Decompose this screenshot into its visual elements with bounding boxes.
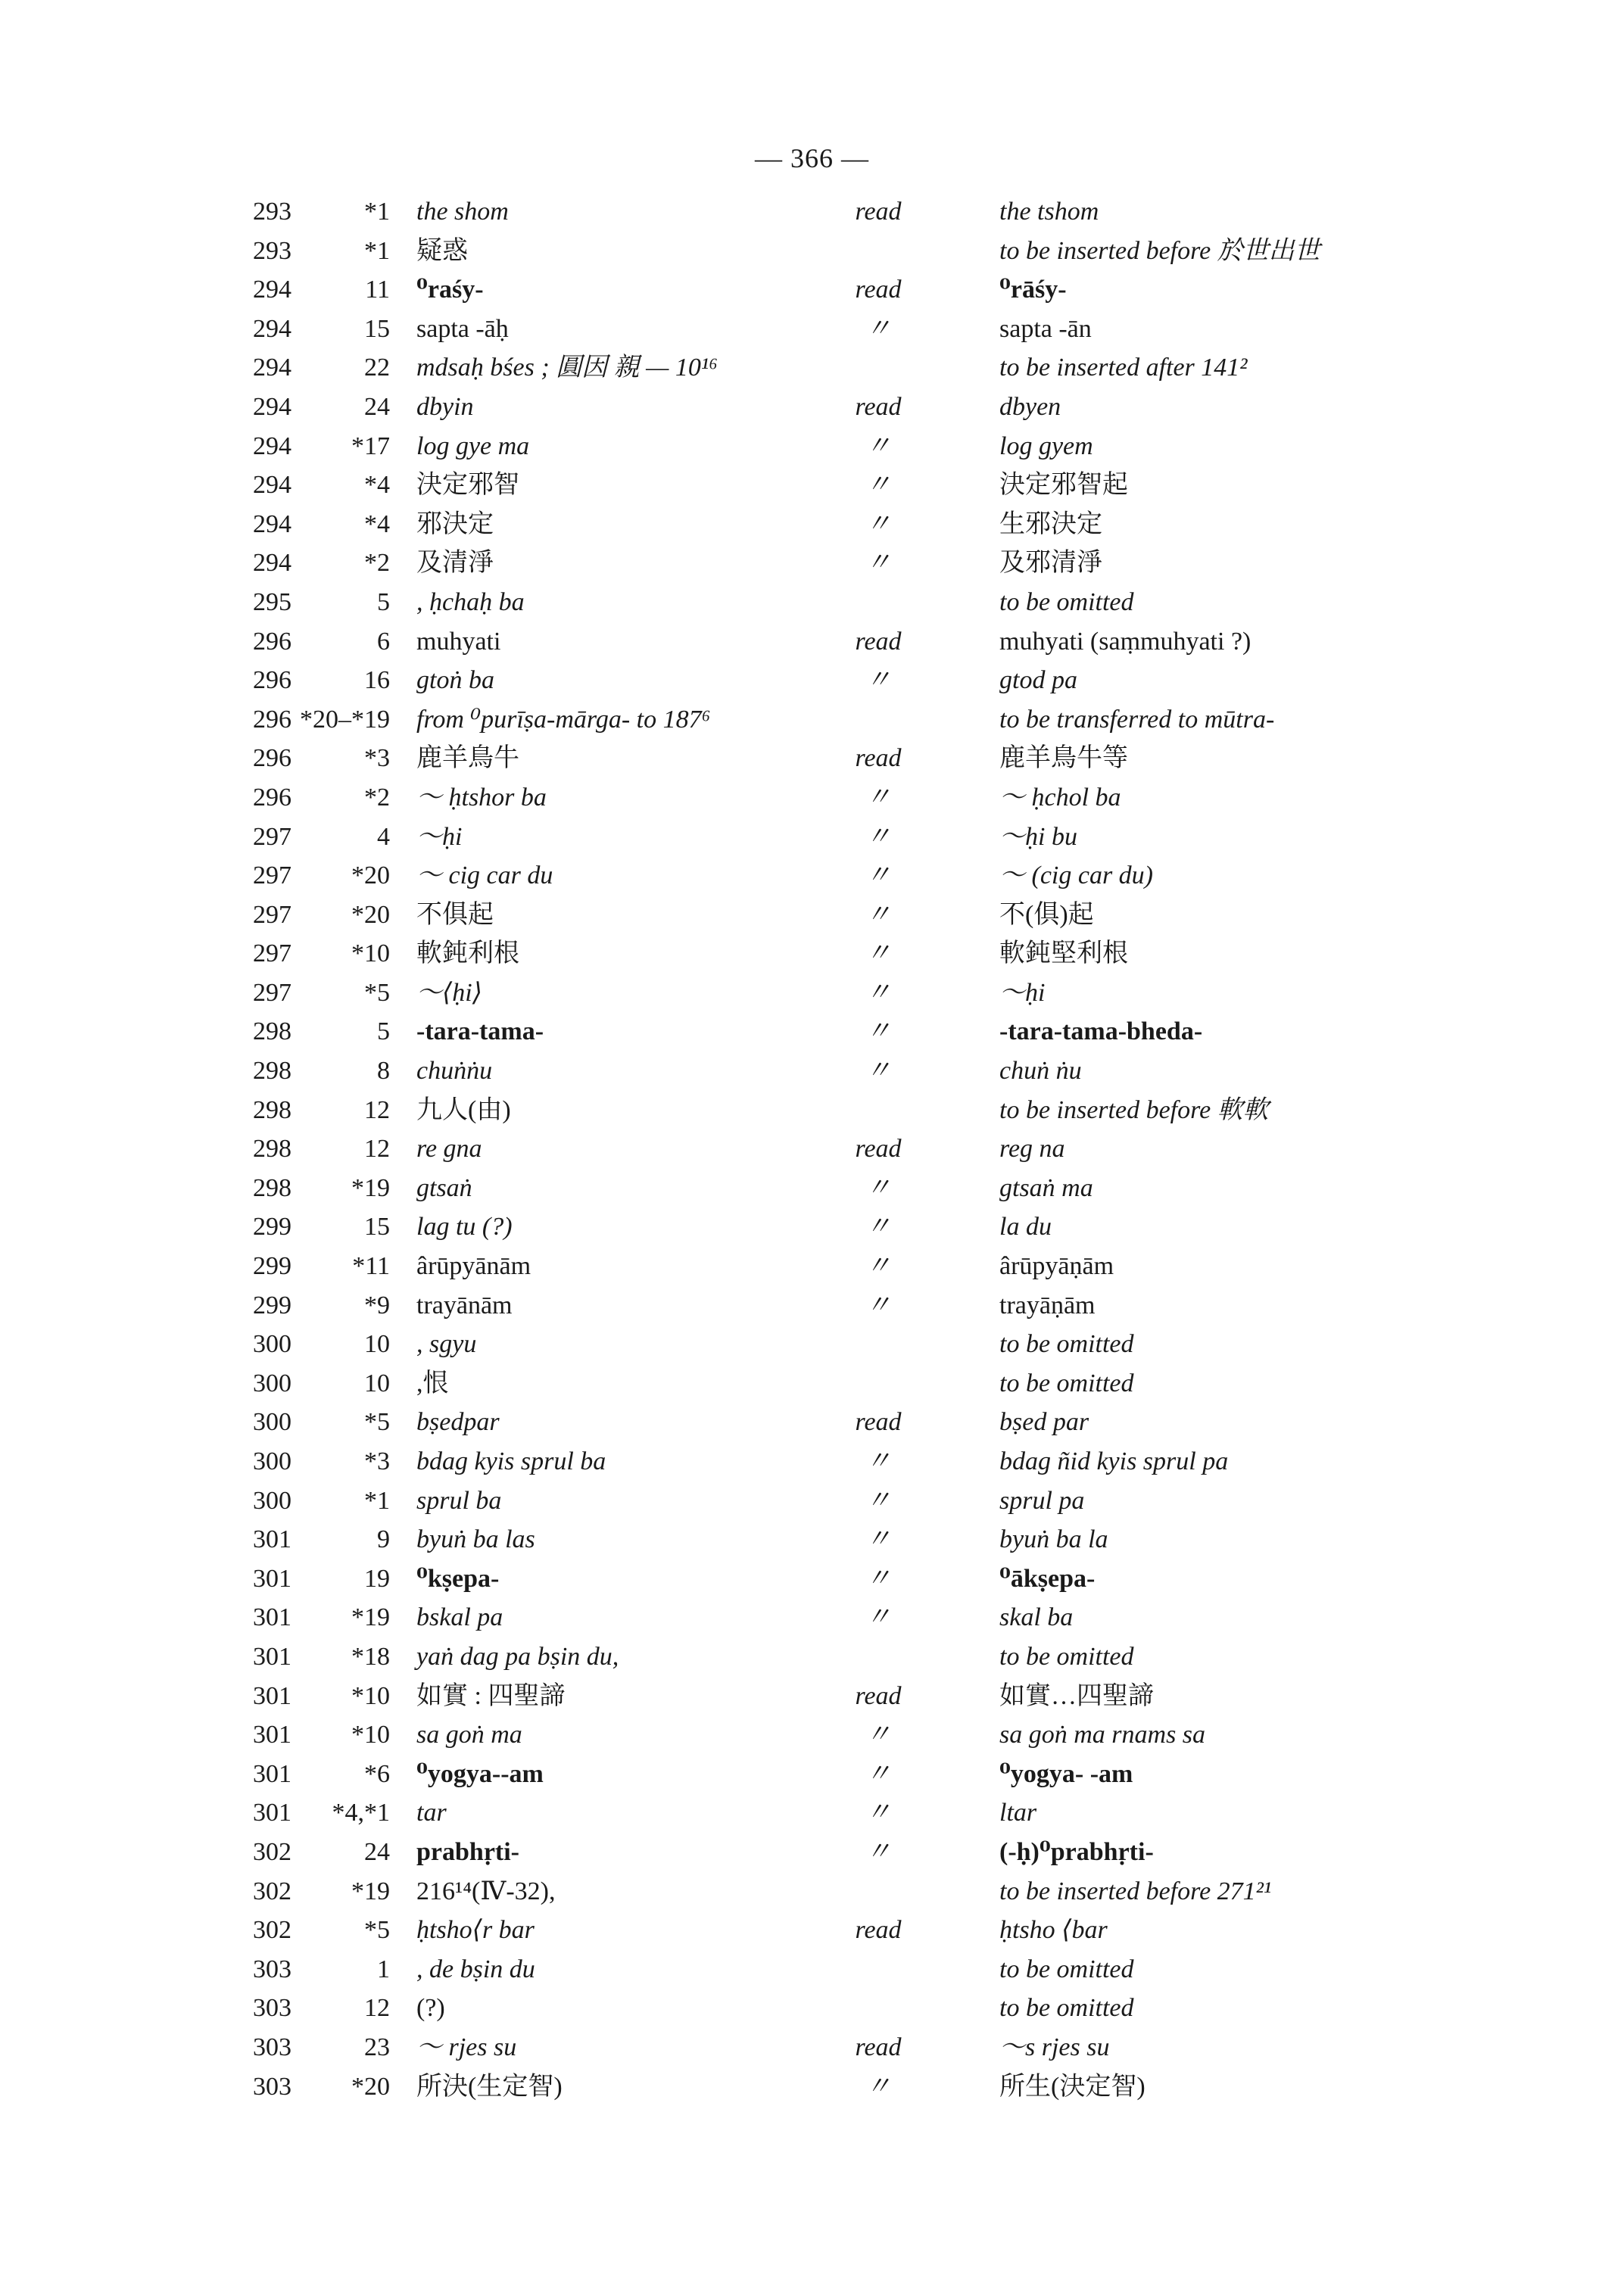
- line-cell: *19: [351, 1603, 390, 1632]
- erroneous-text: ～ ḥtshor ba: [416, 783, 547, 812]
- erroneous-text: , sgyu: [416, 1330, 477, 1359]
- read-mark: read: [855, 276, 902, 304]
- read-mark: read: [855, 2033, 902, 2061]
- erroneous-text: 邪決定: [416, 509, 494, 538]
- erroneous-text: dbyin: [416, 392, 474, 421]
- errata-row: [227, 1442, 1476, 1481]
- errata-row: [227, 1989, 1476, 2028]
- errata-row: [227, 1169, 1476, 1208]
- page-cell: 297: [253, 822, 291, 851]
- read-mark: read: [855, 392, 902, 421]
- erroneous-text: 軟鈍利根: [416, 939, 519, 968]
- errata-row: [227, 1364, 1476, 1404]
- errata-row: [227, 583, 1476, 622]
- corrected-text: to be omitted: [999, 1994, 1134, 2023]
- erroneous-text: sprul ba: [416, 1486, 502, 1515]
- erroneous-text: 九人(由): [416, 1095, 511, 1124]
- read-mark: 〃: [865, 1525, 891, 1554]
- corrected-text: ～ (cig car du): [999, 861, 1154, 890]
- errata-row: [227, 1051, 1476, 1091]
- erroneous-text: ⁰raśy-: [416, 276, 484, 304]
- corrected-text: sa goṅ ma rnams sa: [999, 1721, 1206, 1749]
- read-mark: 〃: [865, 1017, 891, 1046]
- corrected-text: ～ḥi: [999, 978, 1046, 1007]
- errata-row: [227, 466, 1476, 505]
- read-mark: 〃: [865, 1447, 891, 1475]
- page-cell: 303: [253, 2072, 291, 2101]
- line-cell: 22: [364, 354, 390, 382]
- line-cell: 24: [364, 392, 390, 421]
- errata-row: [227, 818, 1476, 857]
- errata-row: [227, 974, 1476, 1013]
- erroneous-text: bṣedpar: [416, 1408, 500, 1437]
- errata-row: [227, 348, 1476, 388]
- erroneous-text: tar: [416, 1799, 447, 1827]
- corrected-text: gtsaṅ ma: [999, 1173, 1093, 1202]
- corrected-text: to be omitted: [999, 1330, 1134, 1359]
- page-cell: 301: [253, 1759, 291, 1788]
- erroneous-text: re gna: [416, 1135, 482, 1164]
- page-cell: 297: [253, 900, 291, 929]
- errata-table: [227, 192, 1476, 2106]
- line-cell: *5: [364, 978, 390, 1007]
- page-cell: 296: [253, 705, 291, 734]
- errata-row: [227, 1520, 1476, 1559]
- corrected-text: gtod pa: [999, 666, 1077, 695]
- errata-row: [227, 310, 1476, 349]
- page-cell: 299: [253, 1213, 291, 1242]
- corrected-text: muhyati (saṃmuhyati ?): [999, 627, 1252, 656]
- page-cell: 296: [253, 744, 291, 773]
- errata-row: [227, 1403, 1476, 1442]
- corrected-text: 決定邪智起: [999, 471, 1128, 500]
- corrected-text: the tshom: [999, 198, 1099, 226]
- errata-row: [227, 739, 1476, 778]
- errata-row: [227, 1207, 1476, 1247]
- erroneous-text: 疑惑: [416, 236, 468, 265]
- errata-row: [227, 1012, 1476, 1051]
- erroneous-text: ～⟨ḥi⟩: [416, 978, 482, 1007]
- corrected-text: ⁰rāśy-: [999, 276, 1067, 304]
- read-mark: 〃: [865, 1486, 891, 1515]
- line-cell: 12: [364, 1095, 390, 1124]
- read-mark: 〃: [865, 1603, 891, 1632]
- page-cell: 300: [253, 1486, 291, 1515]
- line-cell: 10: [364, 1369, 390, 1397]
- page-cell: 302: [253, 1877, 291, 1905]
- line-cell: *6: [364, 1759, 390, 1788]
- page-cell: 297: [253, 939, 291, 968]
- corrected-text: to be transferred to mūtra-: [999, 705, 1275, 734]
- page-cell: 293: [253, 236, 291, 265]
- corrected-text: skal ba: [999, 1603, 1074, 1632]
- corrected-text: to be inserted before 軟軟: [999, 1095, 1269, 1124]
- erroneous-text: 216¹⁴(Ⅳ-32),: [416, 1877, 556, 1905]
- corrected-text: to be omitted: [999, 1955, 1134, 1983]
- errata-row: [227, 270, 1476, 310]
- line-cell: 16: [364, 666, 390, 695]
- page-cell: 294: [253, 549, 291, 578]
- corrected-text: ḥtsho ⟨bar: [999, 1916, 1108, 1945]
- read-mark: 〃: [865, 509, 891, 538]
- read-mark: read: [855, 1916, 902, 1945]
- read-mark: read: [855, 627, 902, 656]
- errata-row: [227, 505, 1476, 544]
- errata-row: [227, 544, 1476, 583]
- erroneous-text: ârūpyānām: [416, 1252, 531, 1281]
- corrected-text: to be omitted: [999, 1642, 1134, 1671]
- line-cell: *19: [351, 1173, 390, 1202]
- errata-row: [227, 1950, 1476, 1989]
- read-mark: read: [855, 1681, 902, 1710]
- page-cell: 296: [253, 783, 291, 812]
- errata-row: [227, 1793, 1476, 1833]
- page-cell: 303: [253, 1955, 291, 1983]
- corrected-text: log gyem: [999, 431, 1093, 460]
- line-cell: *9: [364, 1291, 390, 1319]
- page-cell: 301: [253, 1799, 291, 1827]
- corrected-text: ～ḥi bu: [999, 822, 1077, 851]
- line-cell: *10: [351, 1721, 390, 1749]
- corrected-text: to be inserted before 271²¹: [999, 1877, 1272, 1905]
- erroneous-text: ～ rjes su: [416, 2033, 517, 2061]
- read-mark: 〃: [865, 1213, 891, 1242]
- page-cell: 297: [253, 978, 291, 1007]
- line-cell: *20: [351, 861, 390, 890]
- page-cell: 300: [253, 1447, 291, 1475]
- erroneous-text: 所決(生定智): [416, 2072, 563, 2101]
- read-mark: 〃: [865, 1173, 891, 1202]
- line-cell: 15: [364, 1213, 390, 1242]
- corrected-text: reg na: [999, 1135, 1065, 1164]
- errata-row: [227, 388, 1476, 427]
- line-cell: *11: [352, 1252, 390, 1281]
- errata-row: [227, 1129, 1476, 1169]
- corrected-text: 及邪清淨: [999, 549, 1102, 578]
- read-mark: 〃: [865, 549, 891, 578]
- read-mark: 〃: [865, 1721, 891, 1749]
- erroneous-text: , de bṣin du: [416, 1955, 535, 1983]
- corrected-text: to be inserted before 於世出世: [999, 236, 1320, 265]
- read-mark: 〃: [865, 314, 891, 343]
- corrected-text: sprul pa: [999, 1486, 1085, 1515]
- page-cell: 300: [253, 1330, 291, 1359]
- page-cell: 298: [253, 1095, 291, 1124]
- corrected-text: sapta -ān: [999, 314, 1092, 343]
- erroneous-text: bdag kyis sprul ba: [416, 1447, 606, 1475]
- errata-row: [227, 1833, 1476, 1872]
- erroneous-text: log gye ma: [416, 431, 530, 460]
- errata-row: [227, 1325, 1476, 1364]
- line-cell: *3: [364, 1447, 390, 1475]
- erroneous-text: trayānām: [416, 1291, 513, 1319]
- page-cell: 300: [253, 1369, 291, 1397]
- corrected-text: to be omitted: [999, 587, 1134, 616]
- page-cell: 298: [253, 1173, 291, 1202]
- line-cell: 1: [377, 1955, 390, 1983]
- corrected-text: dbyen: [999, 392, 1061, 421]
- errata-row: [227, 934, 1476, 974]
- errata-row: [227, 1559, 1476, 1599]
- page-cell: 301: [253, 1525, 291, 1554]
- corrected-text: bdag ñid kyis sprul pa: [999, 1447, 1229, 1475]
- erroneous-text: -tara-tama-: [416, 1017, 544, 1046]
- line-cell: *1: [364, 1486, 390, 1515]
- page-cell: 294: [253, 509, 291, 538]
- erroneous-text: 不俱起: [416, 900, 494, 929]
- corrected-text: 如實…四聖諦: [999, 1681, 1154, 1710]
- erroneous-text: ～ḥi: [416, 822, 463, 851]
- line-cell: *19: [351, 1877, 390, 1905]
- erroneous-text: yaṅ dag pa bṣin du,: [416, 1642, 619, 1671]
- page-cell: 297: [253, 861, 291, 890]
- page-cell: 301: [253, 1681, 291, 1710]
- read-mark: read: [855, 1135, 902, 1164]
- corrected-text: ～s rjes su: [999, 2033, 1110, 2061]
- line-cell: 15: [364, 314, 390, 343]
- page-cell: 294: [253, 276, 291, 304]
- page-cell: 295: [253, 587, 291, 616]
- read-mark: 〃: [865, 1291, 891, 1319]
- line-cell: *2: [364, 549, 390, 578]
- line-cell: 4: [377, 822, 390, 851]
- read-mark: 〃: [865, 666, 891, 695]
- page-cell: 294: [253, 314, 291, 343]
- line-cell: 10: [364, 1330, 390, 1359]
- page-cell: 302: [253, 1837, 291, 1866]
- read-mark: 〃: [865, 861, 891, 890]
- corrected-text: 生邪決定: [999, 509, 1102, 538]
- read-mark: 〃: [865, 1837, 891, 1866]
- line-cell: 19: [364, 1564, 390, 1593]
- read-mark: 〃: [865, 900, 891, 929]
- errata-row: [227, 1911, 1476, 1950]
- read-mark: 〃: [865, 822, 891, 851]
- errata-row: [227, 1677, 1476, 1716]
- errata-row: [227, 232, 1476, 271]
- line-cell: 12: [364, 1994, 390, 2023]
- line-cell: *4: [364, 509, 390, 538]
- page-cell: 294: [253, 354, 291, 382]
- page-cell: 302: [253, 1916, 291, 1945]
- read-mark: 〃: [865, 978, 891, 1007]
- page-number: — 366 —: [755, 143, 869, 173]
- line-cell: 11: [365, 276, 390, 304]
- read-mark: 〃: [865, 1799, 891, 1827]
- corrected-text: 不(俱)起: [999, 900, 1094, 929]
- errata-row: [227, 1091, 1476, 1130]
- read-mark: 〃: [865, 471, 891, 500]
- line-cell: 23: [364, 2033, 390, 2061]
- read-mark: read: [855, 1408, 902, 1437]
- corrected-text: la du: [999, 1213, 1052, 1242]
- page-cell: 296: [253, 627, 291, 656]
- erroneous-text: sapta -āḥ: [416, 314, 509, 343]
- page-cell: 296: [253, 666, 291, 695]
- erroneous-text: , ḥchaḥ ba: [416, 587, 525, 616]
- erroneous-text: mdsaḥ bśes ; 圓因 親 — 10¹⁶: [416, 354, 718, 382]
- erroneous-text: muhyati: [416, 627, 501, 656]
- read-mark: 〃: [865, 1057, 891, 1086]
- corrected-text: ârūpyāṇām: [999, 1252, 1114, 1281]
- line-cell: 8: [377, 1057, 390, 1086]
- corrected-text: ltar: [999, 1799, 1037, 1827]
- page-cell: 298: [253, 1017, 291, 1046]
- errata-row: [227, 1598, 1476, 1637]
- page-cell: 303: [253, 1994, 291, 2023]
- erroneous-text: gtsaṅ: [416, 1173, 472, 1202]
- page-cell: 294: [253, 471, 291, 500]
- read-mark: 〃: [865, 1759, 891, 1788]
- page-cell: 301: [253, 1721, 291, 1749]
- read-mark: 〃: [865, 939, 891, 968]
- erroneous-text: bskal pa: [416, 1603, 503, 1632]
- line-cell: 5: [377, 587, 390, 616]
- erroneous-text: (?): [416, 1994, 445, 2023]
- errata-row: [227, 1872, 1476, 1911]
- errata-row: [227, 778, 1476, 818]
- corrected-text: chuṅ ṅu: [999, 1057, 1082, 1086]
- page-cell: 301: [253, 1564, 291, 1593]
- line-cell: *18: [351, 1642, 390, 1671]
- errata-row: [227, 2028, 1476, 2067]
- line-cell: *20–*19: [300, 705, 390, 734]
- read-mark: 〃: [865, 1252, 891, 1281]
- page-cell: 303: [253, 2033, 291, 2061]
- read-mark: 〃: [865, 783, 891, 812]
- erroneous-text: ⁰yogya--am: [416, 1759, 544, 1788]
- errata-row: [227, 1715, 1476, 1755]
- erroneous-text: 及清淨: [416, 549, 494, 578]
- read-mark: 〃: [865, 2072, 891, 2101]
- line-cell: *1: [364, 198, 390, 226]
- page-cell: 298: [253, 1135, 291, 1164]
- erroneous-text: lag tu (?): [416, 1213, 513, 1242]
- corrected-text: byuṅ ba la: [999, 1525, 1108, 1554]
- corrected-text: 所生(決定智): [999, 2072, 1146, 2101]
- errata-row: [227, 700, 1476, 740]
- corrected-text: 鹿羊鳥牛等: [999, 744, 1128, 773]
- corrected-text: to be omitted: [999, 1369, 1134, 1397]
- line-cell: 12: [364, 1135, 390, 1164]
- erroneous-text: chuṅṅu: [416, 1057, 493, 1086]
- errata-row: [227, 2067, 1476, 2107]
- read-mark: read: [855, 198, 902, 226]
- line-cell: *10: [351, 939, 390, 968]
- read-mark: 〃: [865, 431, 891, 460]
- line-cell: 9: [377, 1525, 390, 1554]
- erroneous-text: ḥtsho⟨r bar: [416, 1916, 535, 1945]
- erroneous-text: prabhṛti-: [416, 1837, 519, 1866]
- corrected-text: -tara-tama-bheda-: [999, 1017, 1203, 1046]
- errata-row: [227, 622, 1476, 662]
- errata-row: [227, 856, 1476, 896]
- line-cell: 6: [377, 627, 390, 656]
- page-cell: 294: [253, 431, 291, 460]
- line-cell: *1: [364, 236, 390, 265]
- errata-row: [227, 1637, 1476, 1677]
- line-cell: *5: [364, 1916, 390, 1945]
- line-cell: *20: [351, 2072, 390, 2101]
- errata-row: [227, 661, 1476, 700]
- erroneous-text: 決定邪智: [416, 471, 519, 500]
- page-cell: 299: [253, 1252, 291, 1281]
- erroneous-text: from ⁰purīṣa-mārga- to 187⁶: [416, 705, 711, 734]
- line-cell: *20: [351, 900, 390, 929]
- errata-row: [227, 192, 1476, 232]
- erroneous-text: 如實 : 四聖諦: [416, 1681, 566, 1710]
- corrected-text: ⁰ākṣepa-: [999, 1564, 1096, 1593]
- read-mark: 〃: [865, 1564, 891, 1593]
- line-cell: *2: [364, 783, 390, 812]
- read-mark: read: [855, 744, 902, 773]
- line-cell: *5: [364, 1408, 390, 1437]
- errata-row: [227, 1247, 1476, 1286]
- errata-row: [227, 1755, 1476, 1794]
- line-cell: *3: [364, 744, 390, 773]
- page-cell: 299: [253, 1291, 291, 1319]
- erroneous-text: byuṅ ba las: [416, 1525, 535, 1554]
- line-cell: *17: [351, 431, 390, 460]
- errata-row: [227, 1286, 1476, 1326]
- page-cell: 301: [253, 1642, 291, 1671]
- errata-row: [227, 1481, 1476, 1521]
- corrected-text: to be inserted after 141²: [999, 354, 1248, 382]
- page-cell: 298: [253, 1057, 291, 1086]
- corrected-text: bṣed par: [999, 1408, 1089, 1437]
- page-cell: 300: [253, 1408, 291, 1437]
- line-cell: 24: [364, 1837, 390, 1866]
- line-cell: *10: [351, 1681, 390, 1710]
- erroneous-text: the shom: [416, 198, 509, 226]
- errata-row: [227, 896, 1476, 935]
- erroneous-text: ⁰kṣepa-: [416, 1564, 500, 1593]
- erroneous-text: gtoṅ ba: [416, 666, 494, 695]
- page-cell: 294: [253, 392, 291, 421]
- erroneous-text: 鹿羊鳥牛: [416, 744, 519, 773]
- erroneous-text: ～ cig car du: [416, 861, 553, 890]
- corrected-text: ～ ḥchol ba: [999, 783, 1121, 812]
- corrected-text: ⁰yogya- -am: [999, 1759, 1133, 1788]
- corrected-text: (-ḥ)⁰prabhṛti-: [999, 1837, 1154, 1866]
- erroneous-text: sa goṅ ma: [416, 1721, 522, 1749]
- page-cell: 293: [253, 198, 291, 226]
- corrected-text: 軟鈍堅利根: [999, 939, 1128, 968]
- page-cell: 301: [253, 1603, 291, 1632]
- line-cell: *4: [364, 471, 390, 500]
- line-cell: 5: [377, 1017, 390, 1046]
- erroneous-text: ,恨: [416, 1369, 449, 1397]
- corrected-text: trayāṇām: [999, 1291, 1096, 1319]
- line-cell: *4,*1: [332, 1799, 390, 1827]
- errata-row: [227, 427, 1476, 466]
